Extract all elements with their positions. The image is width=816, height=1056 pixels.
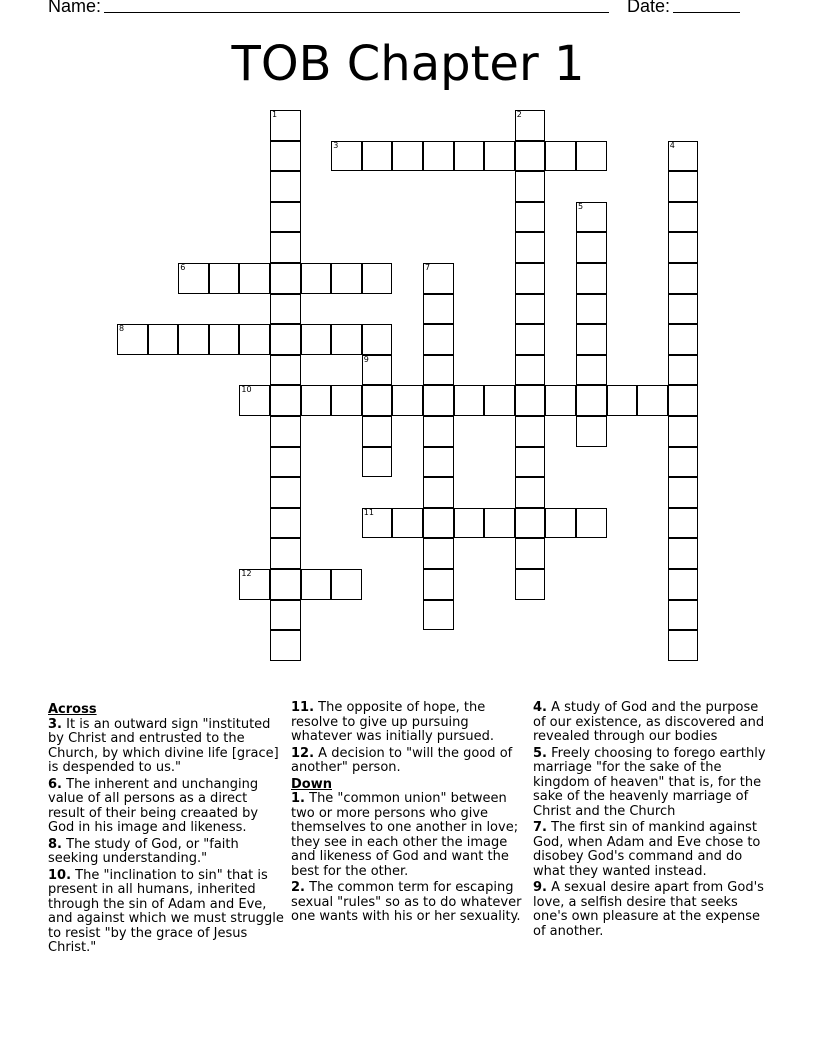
grid-cell[interactable] xyxy=(362,141,393,172)
grid-cell[interactable] xyxy=(209,324,240,355)
grid-cell[interactable] xyxy=(423,600,454,631)
grid-cell[interactable] xyxy=(209,263,240,294)
grid-cell[interactable] xyxy=(515,569,546,600)
grid-cell[interactable] xyxy=(515,171,546,202)
clue-text: The study of God, or "faith seeking understanding." xyxy=(48,836,239,866)
grid-cell[interactable] xyxy=(270,202,301,233)
down-heading: Down xyxy=(291,776,332,792)
grid-cell[interactable] xyxy=(668,232,699,263)
grid-cell[interactable] xyxy=(331,141,362,172)
grid-cell[interactable] xyxy=(362,263,393,294)
cell-number: 10 xyxy=(241,385,252,395)
grid-cell[interactable] xyxy=(423,538,454,569)
grid-cell[interactable] xyxy=(668,263,699,294)
grid-cell[interactable] xyxy=(515,232,546,263)
grid-cell[interactable] xyxy=(484,141,515,172)
clue-number: 6. xyxy=(48,776,62,792)
cell-number: 5 xyxy=(578,201,584,211)
clue-across-12 xyxy=(291,747,527,776)
clue-across-11 xyxy=(291,701,527,745)
grid-cell[interactable] xyxy=(668,569,699,600)
grid-cell[interactable] xyxy=(239,324,270,355)
grid-cell[interactable] xyxy=(423,355,454,386)
grid-cell[interactable] xyxy=(301,263,332,294)
grid-cell[interactable] xyxy=(270,171,301,202)
grid-cell[interactable] xyxy=(270,294,301,325)
grid-cell[interactable] xyxy=(607,385,638,416)
cell-number: 12 xyxy=(241,569,252,578)
grid-cell[interactable] xyxy=(484,508,515,539)
name-label: Name: xyxy=(48,0,102,16)
grid-cell[interactable] xyxy=(454,141,485,172)
grid-cell[interactable] xyxy=(668,508,699,539)
clue-column-3 xyxy=(533,701,769,941)
grid-cell[interactable] xyxy=(454,385,485,416)
grid-cell[interactable] xyxy=(668,355,699,386)
grid-cell[interactable] xyxy=(362,324,393,355)
clue-number: 12. xyxy=(291,745,315,761)
grid-cell[interactable] xyxy=(270,630,301,661)
cell-number: 11 xyxy=(363,507,374,517)
cell-number: 2 xyxy=(516,110,522,119)
clue-text: The inherent and unchanging value of all persons as a direct result of their being creaated by God in his image and likeness. xyxy=(48,776,259,835)
grid-cell[interactable] xyxy=(270,600,301,631)
clue-text: The opposite of hope, the resolve to give up pursuing whatever was initially pursued. xyxy=(291,700,495,744)
grid-cell[interactable] xyxy=(362,447,393,478)
cell-number: 6 xyxy=(180,263,186,272)
grid-cell[interactable] xyxy=(423,141,454,172)
grid-cell[interactable] xyxy=(362,385,393,416)
grid-cell[interactable] xyxy=(270,508,301,539)
grid-cell[interactable] xyxy=(270,416,301,447)
clue-text: A study of God and the purpose of our existence, as discovered and revealed through our bodies xyxy=(533,700,765,744)
clue-number: 5. xyxy=(533,745,547,761)
grid-cell[interactable] xyxy=(454,508,485,539)
clue-number: 9. xyxy=(533,880,547,895)
clue-down-2 xyxy=(291,881,527,925)
grid-cell[interactable] xyxy=(576,263,607,294)
grid-cell[interactable] xyxy=(270,232,301,263)
grid-cell[interactable] xyxy=(515,416,546,447)
page-title: TOB Chapter 1 xyxy=(231,36,585,92)
grid-cell[interactable] xyxy=(515,385,546,416)
grid-cell[interactable] xyxy=(117,324,148,355)
clue-number: 11. xyxy=(291,700,315,715)
cell-number: 7 xyxy=(425,263,431,272)
clue-number: 10. xyxy=(48,867,72,883)
grid-cell[interactable] xyxy=(576,324,607,355)
clue-text: Freely choosing to forego earthly marriage "for the sake of the kingdom of heaven" that is, for the sake of the heavenly marriage of Christ and the Church xyxy=(533,745,766,819)
grid-cell[interactable] xyxy=(423,385,454,416)
grid-cell[interactable] xyxy=(362,508,393,539)
clue-number: 7. xyxy=(533,820,547,835)
grid-cell[interactable] xyxy=(301,324,332,355)
grid-cell[interactable] xyxy=(178,324,209,355)
grid-cell[interactable] xyxy=(331,569,362,600)
grid-cell[interactable] xyxy=(515,324,546,355)
grid-cell[interactable] xyxy=(515,202,546,233)
grid-cell[interactable] xyxy=(392,508,423,539)
grid-cell[interactable] xyxy=(545,141,576,172)
grid-cell[interactable] xyxy=(270,447,301,478)
grid-cell[interactable] xyxy=(515,263,546,294)
grid-cell[interactable] xyxy=(423,447,454,478)
grid-cell[interactable] xyxy=(239,263,270,294)
clue-number: 2. xyxy=(291,880,305,895)
grid-cell[interactable] xyxy=(576,385,607,416)
grid-cell[interactable] xyxy=(515,477,546,508)
clue-text: A sexual desire apart from God's love, a selfish desire that seeks one's own pleasure at the expense of another. xyxy=(533,880,764,939)
grid-cell[interactable] xyxy=(331,324,362,355)
grid-cell[interactable] xyxy=(270,569,301,600)
grid-cell[interactable] xyxy=(423,508,454,539)
grid-cell[interactable] xyxy=(576,141,607,172)
grid-cell[interactable] xyxy=(270,385,301,416)
grid-cell[interactable] xyxy=(423,477,454,508)
grid-cell[interactable] xyxy=(545,385,576,416)
cell-number: 9 xyxy=(363,354,369,364)
grid-cell[interactable] xyxy=(331,263,362,294)
grid-cell[interactable] xyxy=(668,294,699,325)
cell-number: 3 xyxy=(333,140,339,150)
grid-cell[interactable] xyxy=(270,110,301,141)
cell-number: 1 xyxy=(272,110,278,119)
grid-cell[interactable] xyxy=(270,263,301,294)
grid-cell[interactable] xyxy=(148,324,179,355)
across-heading: Across xyxy=(48,702,97,717)
clue-number: 3. xyxy=(48,716,62,732)
grid-cell[interactable] xyxy=(668,416,699,447)
clue-down-5 xyxy=(533,747,769,820)
clue-text: A decision to "will the good of another" person. xyxy=(291,745,513,775)
grid-cell[interactable] xyxy=(668,477,699,508)
grid-cell[interactable] xyxy=(301,569,332,600)
grid-cell[interactable] xyxy=(515,508,546,539)
grid-cell[interactable] xyxy=(392,141,423,172)
date-label: Date: xyxy=(627,0,671,16)
grid-cell[interactable] xyxy=(423,263,454,294)
clue-text: The "inclination to sin" that is present in all humans, inherited through the sin of Adam and Eve, and against which we must struggle to resist "by the grace of Jesus Christ." xyxy=(48,867,284,955)
clue-across-6 xyxy=(48,778,284,836)
grid-cell[interactable] xyxy=(423,324,454,355)
clue-column-1 xyxy=(48,701,284,958)
grid-cell[interactable] xyxy=(239,569,270,600)
clue-number: 8. xyxy=(48,836,62,852)
clue-across-10 xyxy=(48,869,284,956)
grid-cell[interactable] xyxy=(545,508,576,539)
clue-across-3 xyxy=(48,718,284,776)
cell-number: 4 xyxy=(669,140,675,150)
grid-cell[interactable] xyxy=(362,416,393,447)
grid-cell[interactable] xyxy=(515,447,546,478)
grid-cell[interactable] xyxy=(668,324,699,355)
clue-text: The first sin of mankind against God, when Adam and Eve chose to disobey God's command and do what they wanted instead. xyxy=(533,820,761,879)
grid-cell[interactable] xyxy=(576,202,607,233)
grid-cell[interactable] xyxy=(362,355,393,386)
clue-number: 1. xyxy=(291,791,305,806)
clue-down-1 xyxy=(291,792,527,879)
grid-cell[interactable] xyxy=(423,294,454,325)
grid-cell[interactable] xyxy=(668,538,699,569)
grid-cell[interactable] xyxy=(270,355,301,386)
grid-cell[interactable] xyxy=(270,141,301,172)
grid-cell[interactable] xyxy=(301,385,332,416)
grid-cell[interactable] xyxy=(668,171,699,202)
clue-number: 4. xyxy=(533,700,547,715)
grid-cell[interactable] xyxy=(515,110,546,141)
grid-cell[interactable] xyxy=(515,294,546,325)
grid-cell[interactable] xyxy=(668,202,699,233)
clue-down-9 xyxy=(533,881,769,939)
clue-text: It is an outward sign "instituted by Christ and entrusted to the Church, by which divine life [grace] is despended to us." xyxy=(48,716,279,775)
grid-cell[interactable] xyxy=(576,508,607,539)
grid-cell[interactable] xyxy=(576,355,607,386)
grid-cell[interactable] xyxy=(668,600,699,631)
clue-across-8 xyxy=(48,838,284,867)
grid-cell[interactable] xyxy=(515,141,546,172)
grid-cell[interactable] xyxy=(668,447,699,478)
grid-cell[interactable] xyxy=(637,385,668,416)
grid-cell[interactable] xyxy=(270,324,301,355)
grid-cell[interactable] xyxy=(668,385,699,416)
grid-cell[interactable] xyxy=(423,416,454,447)
clue-text: The "common union" between two or more persons who give themselves to one another in love; they see in each other the image and likeness of God and want the best for the other. xyxy=(291,791,519,879)
grid-cell[interactable] xyxy=(515,538,546,569)
grid-cell[interactable] xyxy=(331,385,362,416)
grid-cell[interactable] xyxy=(423,569,454,600)
grid-cell[interactable] xyxy=(270,538,301,569)
grid-cell[interactable] xyxy=(484,385,515,416)
grid-cell[interactable] xyxy=(668,141,699,172)
grid-cell[interactable] xyxy=(178,263,209,294)
grid-cell[interactable] xyxy=(576,416,607,447)
clue-column-2 xyxy=(291,701,527,927)
clue-down-4 xyxy=(533,701,769,745)
cell-number: 8 xyxy=(119,324,125,334)
grid-cell[interactable] xyxy=(515,355,546,386)
grid-cell[interactable] xyxy=(270,477,301,508)
grid-cell[interactable] xyxy=(576,294,607,325)
grid-cell[interactable] xyxy=(668,630,699,661)
grid-cell[interactable] xyxy=(239,385,270,416)
clue-down-7 xyxy=(533,821,769,879)
grid-cell[interactable] xyxy=(392,385,423,416)
clue-text: The common term for escaping sexual "rules" so as to do whatever one wants with his or her sexuality. xyxy=(291,880,522,924)
grid-cell[interactable] xyxy=(576,232,607,263)
